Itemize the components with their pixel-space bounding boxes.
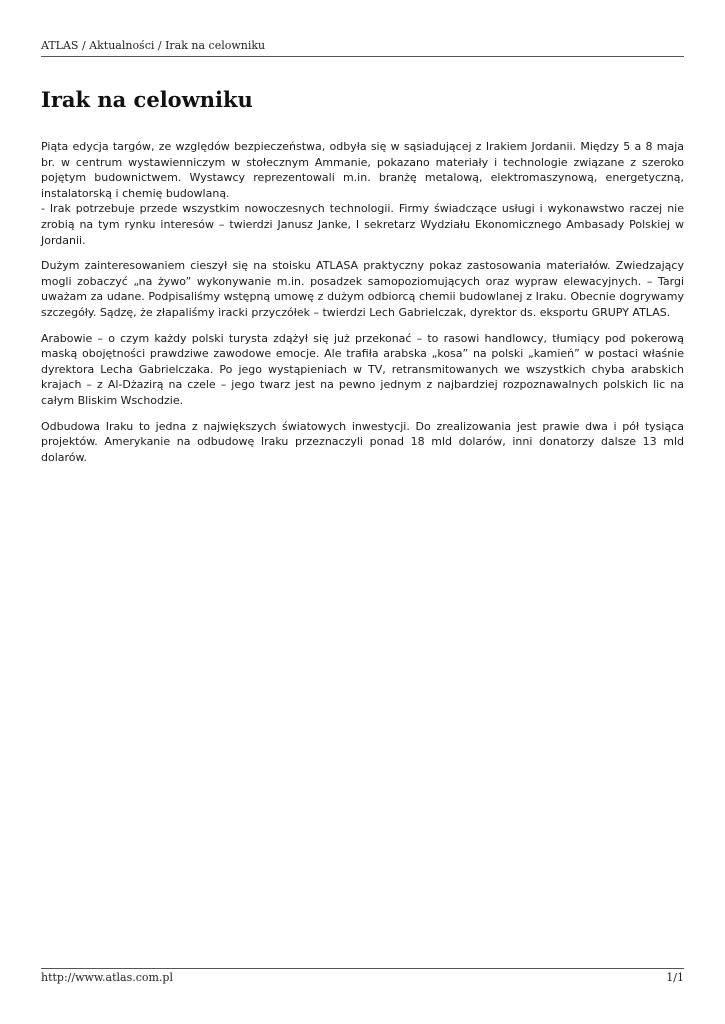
article-title: Irak na celowniku xyxy=(41,87,253,112)
breadcrumb: ATLAS / Aktualności / Irak na celowniku xyxy=(41,39,266,52)
article-paragraph: Piąta edycja targów, ze względów bezpieczeństwa, odbyła się w sąsiadującej z Irakiem Jordanii. Między 5 a 8 maja br. w centrum wystawienniczym w stołecznym Ammanie, pokazano materiały i technologie związane z szeroko pojętym budownictwem. Wystawcy reprezentowali m.in. branżę metalową, elektromaszynową, energetyczną, instalatorską i chemię budowlaną. - Irak potrzebuje przede wszystkim nowoczesnych technologii. Firmy świadczące usługi i wykonawstwo raczej nie zrobią na tym rynku interesów – twierdzi Janusz Janke, I sekretarz Wydziału Ekonomicznego Ambasady Polskiej w Jordanii. xyxy=(41,140,684,247)
article-paragraph: Odbudowa Iraku to jedna z największych światowych inwestycji. Do zrealizowania jest prawie dwa i pół tysiąca projektów. Amerykanie na odbudowę Iraku przeznaczyli ponad 18 mld dolarów, inni donatorzy dalsze 13 mld dolarów. xyxy=(41,419,684,464)
page-footer xyxy=(41,968,684,986)
article-paragraph: Arabowie – o czym każdy polski turysta zdążył się już przekonać – to rasowi handlowcy, tłumiący pod pokerową maską obojętności prawdziwe zawodowe emocje. Ale trafiła arabska „kosa” na polski „kamień” w postaci właśnie dyrektora Lecha Gabrielczaka. Po jego wystąpieniach w TV, retransmitowanych we wszystkich chyba arabskich krajach – z Al-Dżazirą na czele – jego twarz jest na pewno jednym z najbardziej rozpoznawalnych polskich lic na całym Bliskim Wschodzie. xyxy=(41,331,684,407)
footer-url[interactable]: http://www.atlas.com.pl xyxy=(41,971,173,984)
page-header xyxy=(41,38,684,57)
page-number: 1/1 xyxy=(666,971,684,984)
article-body xyxy=(41,139,684,475)
article-paragraph: Dużym zainteresowaniem cieszył się na stoisku ATLASA praktyczny pokaz zastosowania materiałów. Zwiedzający mogli zobaczyć „na żywo” wykonywanie m.in. posadzek samopoziomujących oraz wypraw elewacyjnych. – Targi uważam za udane. Podpisaliśmy wstępną umowę z dużym odbiorcą chemii budowlanej z Iraku. Obecnie dogrywamy szczegóły. Sądzę, że złapaliśmy iracki przyczółek – twierdzi Lech Gabrielczak, dyrektor ds. eksportu GRUPY ATLAS. xyxy=(41,259,684,319)
